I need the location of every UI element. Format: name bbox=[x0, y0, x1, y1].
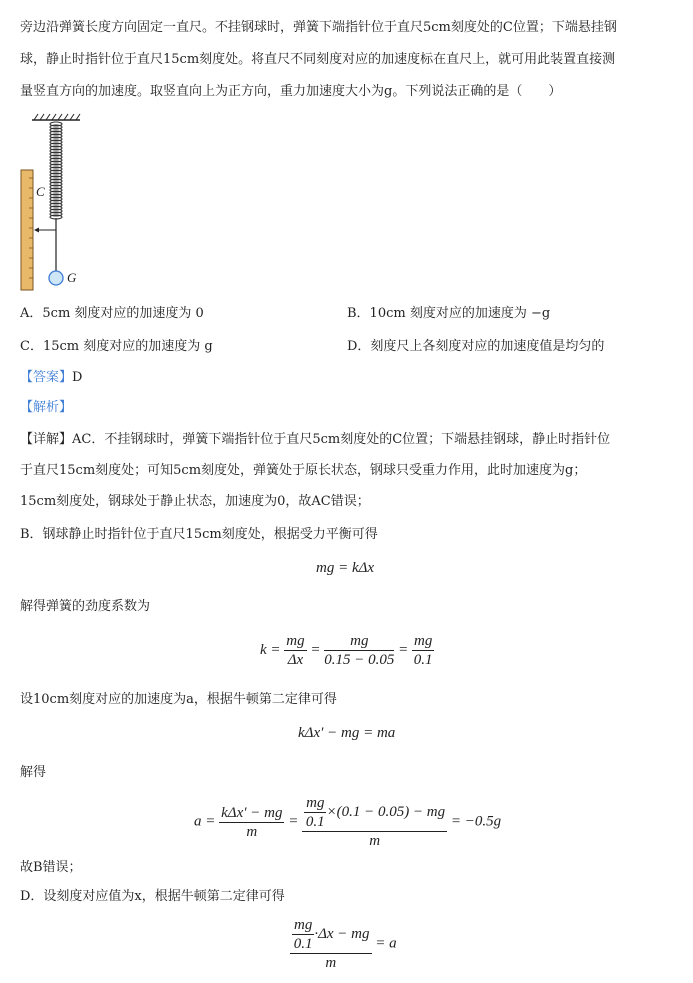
analysis-tag: 【解析】 bbox=[20, 400, 73, 415]
analysis-b-wrong: 故B错误； bbox=[20, 860, 82, 875]
intro-line-3: 量竖直方向的加速度。取竖直向上为正方向，重力加速度大小为g。下列说法正确的是（ ） bbox=[20, 84, 562, 99]
eq2-lhs: k = bbox=[260, 641, 281, 658]
label-c: C bbox=[36, 184, 45, 199]
analysis-p1c: 15cm刻度处，钢球处于静止状态，加速度为0，故AC错误； bbox=[20, 494, 370, 509]
steel-ball bbox=[49, 271, 63, 285]
eq2-frac-2: $\frac{mg}{0.15 - 0.05}$ bbox=[324, 633, 395, 668]
equation-2: k = $\frac{mg}{\Delta x}$ = $\frac{mg}{0.15 - 0.05}$ = $\frac{mg}{0.1}$ bbox=[260, 633, 433, 668]
pointer-arrow-icon bbox=[34, 228, 39, 233]
analysis-jiede: 解得 bbox=[20, 765, 47, 780]
eq5-frac: $\frac{mg}{0.1}$ ·Δx − mg m bbox=[290, 916, 372, 972]
eq2-frac-1: $\frac{mg}{\Delta x}$ bbox=[286, 633, 305, 668]
option-c: C．15cm 刻度对应的加速度为 g bbox=[20, 339, 213, 354]
eq4-inner-frac: $\frac{mg}{0.1}$ bbox=[305, 795, 325, 830]
option-a: A．5cm 刻度对应的加速度为 0 bbox=[20, 306, 204, 321]
eq4-frac-2: $\frac{mg}{0.1}$ ×(0.1 − 0.05) − mg m bbox=[302, 794, 447, 850]
answer-line bbox=[20, 368, 82, 388]
analysis-k-intro: 解得弹簧的劲度系数为 bbox=[20, 599, 151, 614]
intro-line-1: 旁边沿弹簧长度方向固定一直尺。不挂钢球时，弹簧下端指针位于直尺5cm刻度处的C位置；下端悬挂钢 bbox=[20, 20, 617, 35]
answer-tag: 【答案】 bbox=[20, 370, 73, 385]
analysis-p1a: 【详解】AC．不挂钢球时，弹簧下端指针位于直尺5cm刻度处的C位置；下端悬挂钢球，静止时指针位 bbox=[20, 432, 611, 447]
answer-value: D bbox=[72, 370, 83, 385]
analysis-a-intro: 设10cm刻度对应的加速度为a，根据牛顿第二定律可得 bbox=[20, 692, 337, 707]
analysis-d-intro: D．设刻度对应值为x，根据牛顿第二定律可得 bbox=[20, 889, 285, 904]
spring-scale-figure bbox=[18, 112, 98, 297]
equation-5: $\frac{mg}{0.1}$ ·Δx − mg m = a bbox=[290, 916, 397, 972]
eq2-frac-3: $\frac{mg}{0.1}$ bbox=[413, 633, 433, 668]
equation-4: a = $\frac{\text{kΔx′ − mg}}{m}$ = $\frac{mg}{0.1}$ ×(0.1 − 0.05) − mg m = −0.5g bbox=[194, 795, 502, 849]
analysis-p1b: 于直尺15cm刻度处；可知5cm刻度处，弹簧处于原长状态，钢球只受重力作用，此时加速度为g； bbox=[20, 463, 587, 478]
label-g: G bbox=[67, 270, 77, 285]
eq4-result: = −0.5g bbox=[450, 813, 502, 830]
analysis-b-intro: B．钢球静止时指针位于直尺15cm刻度处，根据受力平衡可得 bbox=[20, 527, 378, 542]
option-d: D．刻度尺上各刻度对应的加速度值是均匀的 bbox=[347, 339, 605, 354]
option-b: B．10cm 刻度对应的加速度为 −g bbox=[347, 306, 551, 321]
intro-line-2: 球，静止时指针位于直尺15cm刻度处。将直尺不同刻度对应的加速度标在直尺上，就可用此装置直接测 bbox=[20, 52, 616, 67]
equation-3: kΔx′ − mg = ma bbox=[298, 725, 396, 741]
ceiling-hatch bbox=[32, 114, 80, 120]
eq5-inner-frac: $\frac{mg}{0.1}$ bbox=[293, 917, 313, 952]
spring bbox=[50, 122, 62, 219]
equation-1: mg = kΔx bbox=[316, 560, 375, 576]
eq4-frac-1: $\frac{\text{kΔx′ − mg}}{m}$ bbox=[221, 804, 283, 840]
